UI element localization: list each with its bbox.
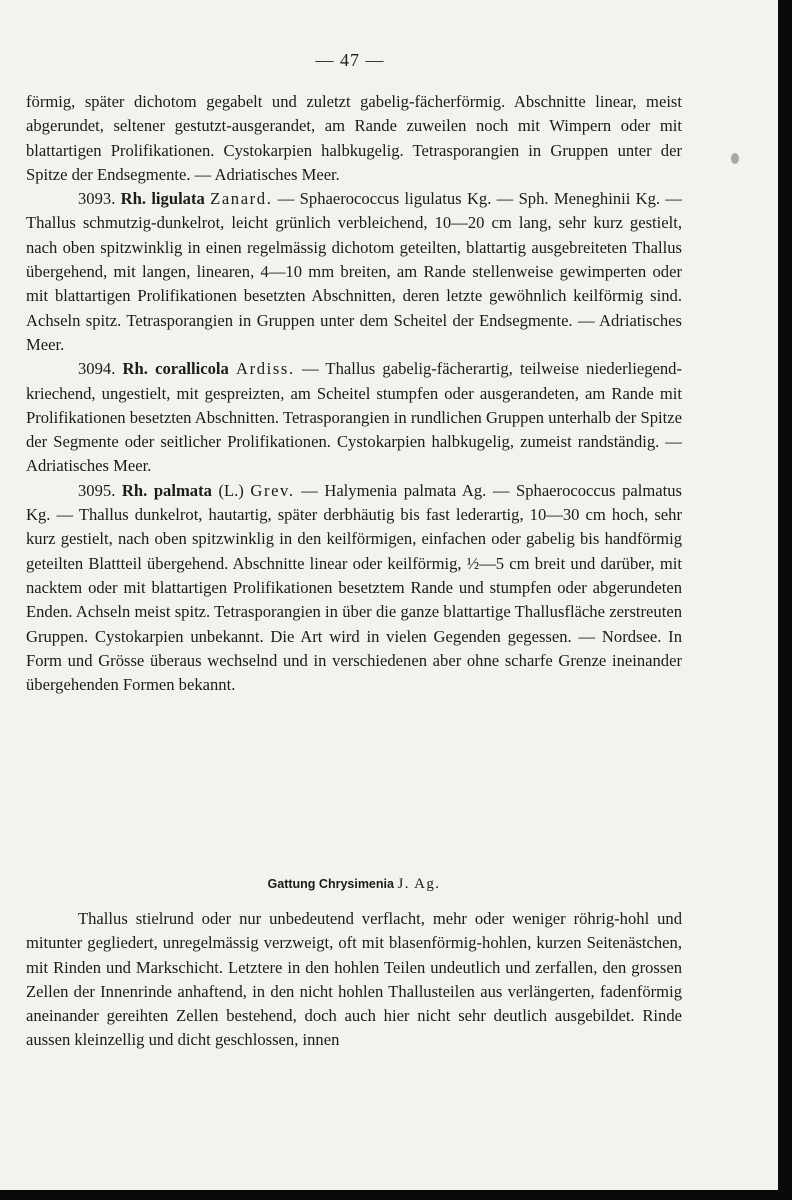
species-entry-3095 <box>26 479 682 698</box>
species-description: — Thallus gabelig-fächerartig, teilweise niederliegend-kriechend, ungestielt, mit gespreizten, am Scheitel stumpfen oder ausgerandeten, am Rande mit Prolifikationen besetzten Abschnitten. Tetrasporangien in rundlichen Gruppen unterhalb der Spitze der Segmente oder seitlicher Prolifikationen. Cystokarpien halbkugelig, zumeist randständig. — Adriatisches Meer. <box>26 359 682 476</box>
species-author: Zanard. <box>210 189 273 209</box>
scan-border-right <box>778 0 792 1200</box>
species-name: Rh. palmata <box>121 480 212 500</box>
species-author-prefix: (L.) <box>218 480 244 500</box>
main-text <box>26 90 682 697</box>
species-name: Rh. ligulata <box>120 189 205 209</box>
genus-heading <box>0 876 708 893</box>
genus-description: Thallus stielrund oder nur unbedeutend verflacht, mehr oder weniger röhrig-hohl und mitunter gegliedert, unregelmässig verzweigt, oft mit blasenförmig-hohlen, kurzen Seitenästchen, mit Rinden und Markschicht. Letztere in den hohlen Teilen undeutlich und zerfallen, den grossen Zellen der Innenrinde anhaftend, in den nicht hohlen Thallusteilen aus verlängerten, fadenförmig aneinander gereihten Zellen bestehend, doch auch hier nicht sehr deutlich ausgebildet. Rinde aussen kleinzellig und dicht geschlossen, innen <box>26 909 682 1050</box>
entry-number: 3095. <box>78 480 116 500</box>
species-entry-3094 <box>26 357 682 478</box>
species-description: — Sphaerococcus ligulatus Kg. — Sph. Meneghinii Kg. — Thallus schmutzig-dunkelrot, leicht grünlich verbleichend, 10—20 cm lang, sehr kurz gestielt, nach oben spitzwinklig in einen regelmässig dichotom geteilten, blattartig ausgebreiteten Thallus übergehend, mit langen, linearen, 4—10 mm breiten, am Rande stellenweise gewimperten oder mit blattartigen Prolifikationen besetzten Abschnitten, deren letzte gewöhnlich keilförmig sind. Achseln spitz. Tetrasporangien in Gruppen unter dem Scheitel der Endsegmente. — Adriatisches Meer. <box>26 189 682 354</box>
entry-number: 3094. <box>78 359 116 379</box>
intro-paragraph: förmig, später dichotom gegabelt und zuletzt gabelig-fächerförmig. Abschnitte linear, meist abgerundet, seltener gestutzt-ausgerandet, am Rande zuweilen noch mit Wimpern oder mit blattartigen Prolifikationen. Cystokarpien halbkugelig. Tetrasporangien in Gruppen unter der Spitze der Endsegmente. — Adriatisches Meer. <box>26 92 682 184</box>
genus-name: Gattung Chrysimenia <box>267 877 394 891</box>
species-description: — Halymenia palmata Ag. — Sphaerococcus palmatus Kg. — Thallus dunkelrot, hautartig, später derbhäutig bis fast lederartig, 10—30 cm hoch, sehr kurz gestielt, nach oben spitzwinklig in den keilförmigen, einfachen oder gabelig bis handförmig geteilten Blattteil übergehend. Abschnitte linear oder keilförmig, ½—5 cm breit und darüber, mit nacktem oder mit blattartigen Prolifikationen besetztem Rande und stumpfen oder abgerundeten Enden. Achseln meist spitz. Tetrasporangien in über die ganze blattartige Thallusfläche zerstreuten Gruppen. Cystokarpien unbekannt. Die Art wird in vielen Gegenden gegessen. — Nordsee. In Form und Grösse überaus wechselnd und in verschiedenen aber ohne scharfe Grenze ineinander übergehenden Formen bekannt. <box>26 480 682 695</box>
genus-text <box>26 907 682 1053</box>
scan-speck <box>731 153 739 164</box>
species-author: Grev. <box>250 480 295 500</box>
species-author: Ardiss. <box>236 359 295 379</box>
page-number: — 47 — <box>315 50 385 70</box>
species-entry-3093 <box>26 187 682 357</box>
entry-number: 3093. <box>78 189 116 209</box>
scan-border-bottom <box>0 1190 792 1200</box>
genus-author: J. Ag. <box>397 876 441 892</box>
species-name: Rh. corallicola <box>122 359 229 379</box>
